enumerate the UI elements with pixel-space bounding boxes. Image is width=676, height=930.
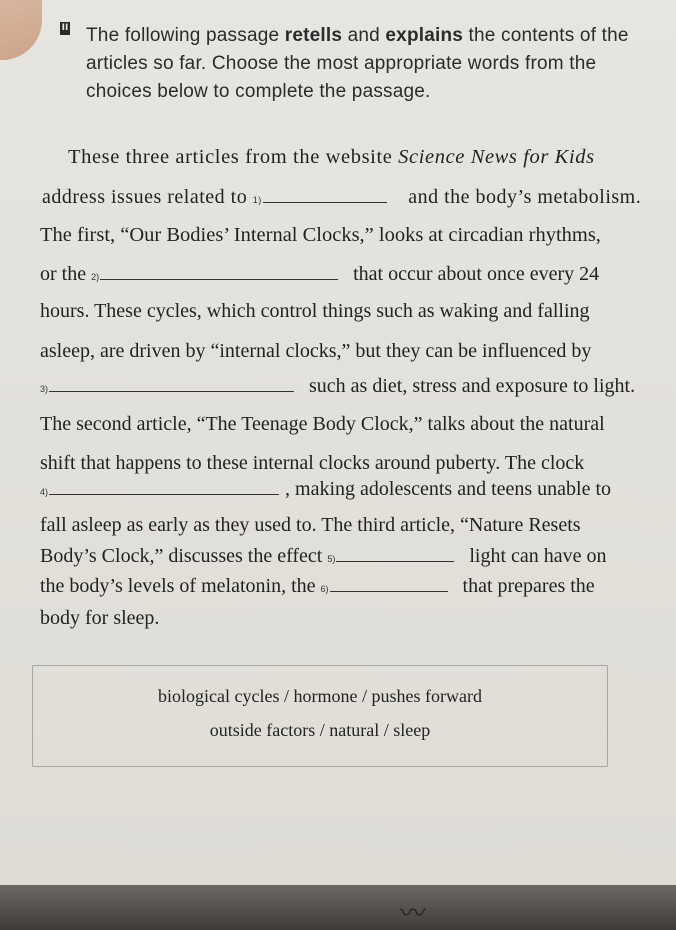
blank-number-1: 1): [252, 195, 262, 205]
blank-number-5: 5): [327, 554, 336, 564]
blank-number-4: 4): [40, 487, 49, 497]
passage-line-2: address issues related to 1) and the body’s metabolism.: [42, 186, 642, 208]
passage-line-1: These three articles from the website Science News for Kids: [68, 146, 595, 168]
blank-number-3: 3): [40, 384, 49, 394]
blank-2[interactable]: [100, 278, 338, 280]
passage-line-13: the body’s levels of melatonin, the 6) that prepares the: [40, 575, 595, 597]
blank-number-2: 2): [91, 272, 100, 282]
word-bank-box: [32, 665, 608, 767]
section-badge: II: [61, 23, 69, 33]
blank-5[interactable]: [336, 560, 454, 562]
blank-1[interactable]: [263, 201, 387, 203]
passage-line-7: 3) such as diet, stress and exposure to light.: [40, 375, 636, 397]
desk-background: [0, 885, 676, 930]
passage-line-3: The first, “Our Bodies’ Internal Clocks,” looks at circadian rhythms,: [40, 224, 601, 246]
word-bank-row-1: biological cycles / hormone / pushes forward: [158, 686, 482, 706]
passage-line-4: or the 2) that occur about once every 24: [40, 263, 600, 285]
passage-line-14: body for sleep.: [40, 607, 160, 629]
passage-line-10: 4) , making adolescents and teens unable to: [40, 478, 612, 500]
blank-3[interactable]: [49, 390, 294, 392]
word-bank-row-2: outside factors / natural / sleep: [209, 720, 431, 740]
passage-line-11: fall asleep as early as they used to. The third article, “Nature Resets: [40, 514, 581, 536]
blank-6[interactable]: [330, 590, 448, 592]
passage-line-9: shift that happens to these internal clocks around puberty. The clock: [40, 452, 585, 474]
instructions: The following passage retells and explains the contents of the articles so far. Choose the most appropriate words from the choices below to complete the passage.: [86, 25, 629, 102]
passage-line-6: asleep, are driven by “internal clocks,” but they can be influenced by: [40, 340, 592, 362]
website-title: Science News for Kids: [398, 146, 595, 168]
blank-number-6: 6): [320, 584, 329, 594]
passage-line-8: The second article, “The Teenage Body Clock,” talks about the natural: [40, 413, 605, 435]
pen-mark-icon: 〰: [400, 899, 427, 929]
blank-4[interactable]: [49, 493, 279, 495]
passage-line-5: hours. These cycles, which control things such as waking and falling: [40, 300, 590, 322]
passage-line-12: Body’s Clock,” discusses the effect 5) light can have on: [40, 545, 607, 567]
thumb: [0, 0, 42, 60]
